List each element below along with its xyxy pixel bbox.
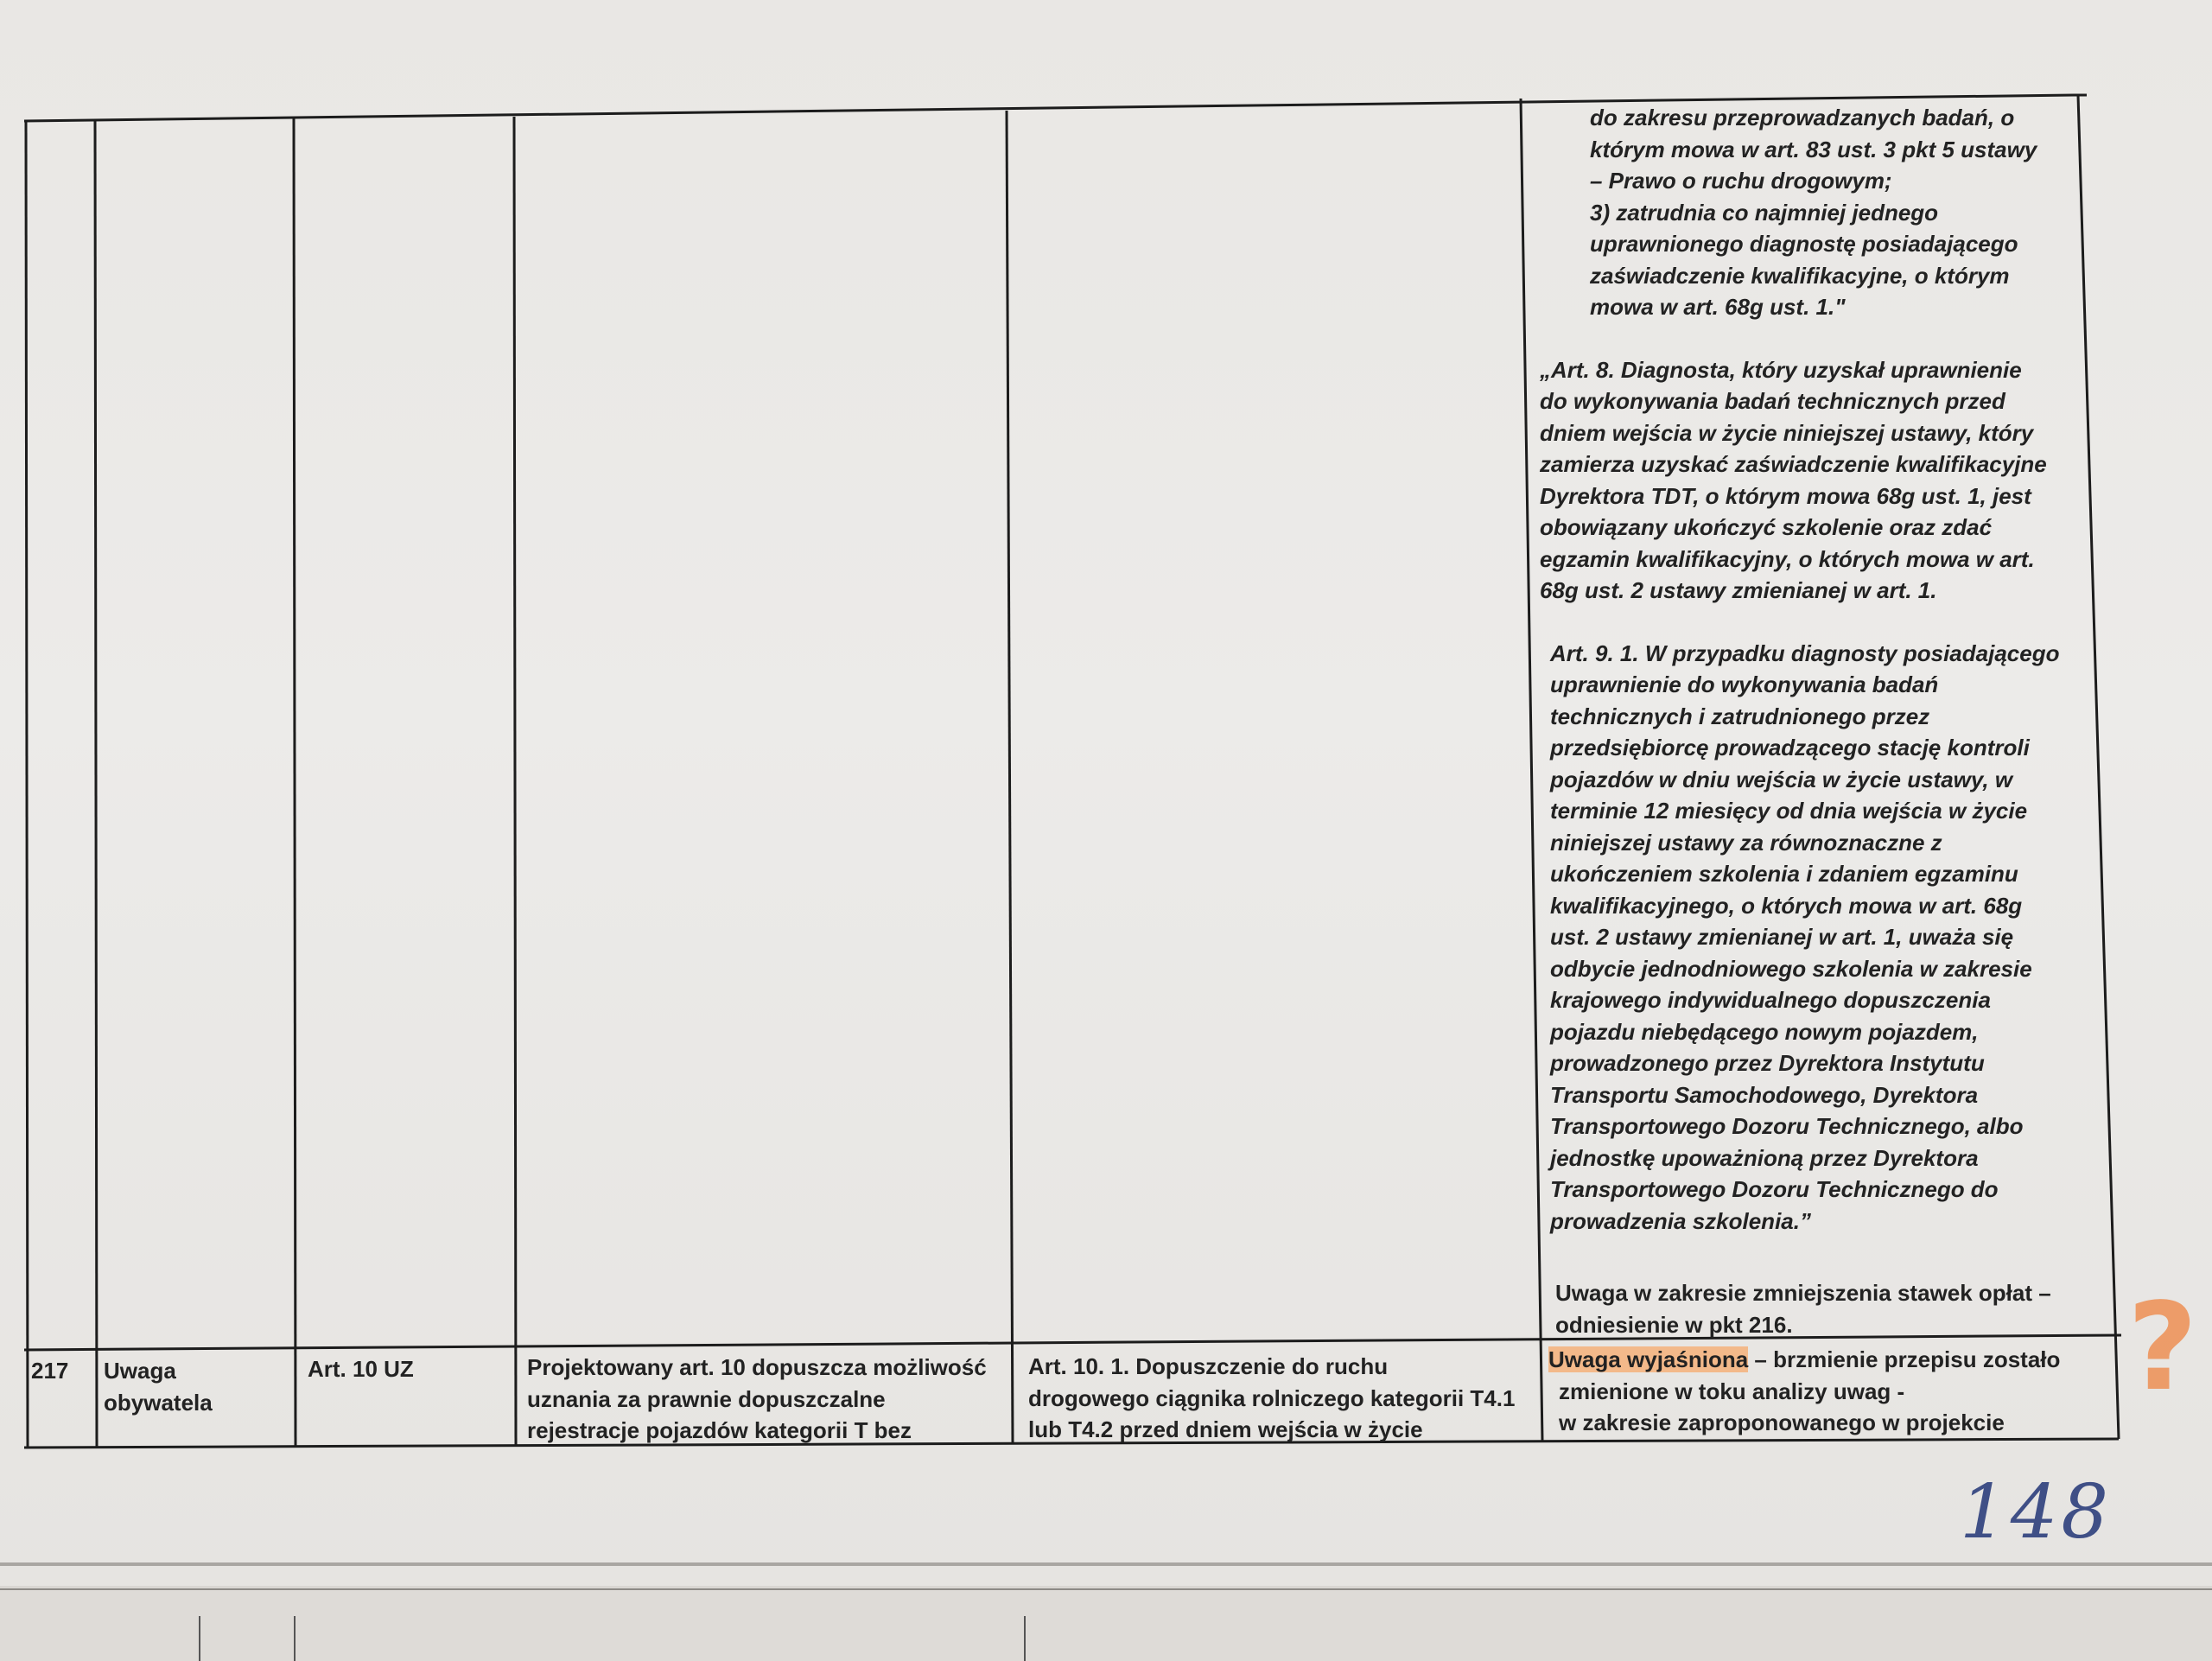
text-line: ukończeniem szkolenia i zdaniem egzaminu xyxy=(1550,861,2018,887)
text-line: Dyrektora TDT, o którym mowa 68g ust. 1, jest xyxy=(1540,482,2031,509)
text-line: uprawnionego diagnostę posiadającego xyxy=(1590,231,2018,257)
text-line: krajowego indywidualnego dopuszczenia xyxy=(1550,987,1991,1013)
text-line: mowa w art. 68g ust. 1." xyxy=(1590,294,1846,320)
text-line: zamierza uzyskać zaświadczenie kwalifikacyjne xyxy=(1540,451,2047,477)
text-line: rejestracje pojazdów kategorii T bez xyxy=(527,1417,912,1443)
text-line: technicznych i zatrudnionego przez xyxy=(1550,703,1930,729)
text-line: drogowego ciągnika rolniczego kategorii T4.1 xyxy=(1028,1384,1516,1411)
text-line: ust. 2 ustawy zmienianej w art. 1, uważa się xyxy=(1550,924,2014,950)
text-line: obowiązany ukończyć szkolenie oraz zdać xyxy=(1540,514,1993,540)
response-content xyxy=(1548,1344,2110,1439)
page-edge xyxy=(0,1562,2212,1566)
text-line: zmienione w toku analizy uwag - xyxy=(1559,1378,1905,1404)
proposed-wording xyxy=(1028,1351,1529,1446)
text-line: kwalifikacyjnego, o których mowa w art. 68g xyxy=(1550,892,2023,919)
text-line: do wykonywania badań technicznych przed xyxy=(1540,388,2005,414)
text-line: Art. 10. 1. Dopuszczenie do ruchu xyxy=(1028,1353,1389,1379)
text-line: „Art. 8. Diagnosta, który uzyskał uprawnienie xyxy=(1540,356,2022,383)
text-line: Projektowany art. 10 dopuszcza możliwość xyxy=(527,1354,987,1380)
text-fragment: – brzmienie przepisu zostało xyxy=(1748,1346,2061,1372)
text-line: 3) zatrudnia co najmniej jednego xyxy=(1590,199,1939,226)
text-line: dniem wejścia w życie niniejszej ustawy, który xyxy=(1540,419,2034,446)
handwritten-question-mark: ? xyxy=(2127,1277,2198,1418)
text-line: Transportowego Dozoru Technicznego do xyxy=(1550,1176,1999,1202)
text-line: 68g ust. 2 ustawy zmienianej w art. 1. xyxy=(1540,577,1937,603)
text-line: którym mowa w art. 83 ust. 3 pkt 5 ustawy xyxy=(1590,136,2037,162)
handwritten-page-number: 148 xyxy=(1960,1469,2113,1556)
text-line: pojazdu niebędącego nowym pojazdem, xyxy=(1550,1018,1979,1045)
response-note xyxy=(1555,1277,2108,1340)
comment-type xyxy=(104,1355,285,1418)
text-line: – Prawo o ruchu drogowym; xyxy=(1590,168,1892,194)
text-line: obywatela xyxy=(104,1389,213,1416)
text-line: uznania za prawnie dopuszczalne xyxy=(527,1385,886,1412)
text-line: lub T4.2 przed dniem wejścia w życie xyxy=(1028,1416,1423,1442)
text-line: odbycie jednodniowego szkolenia w zakresie xyxy=(1550,955,2032,982)
text-line: przedsiębiorcę prowadzącego stację kontroli xyxy=(1550,735,2030,760)
text-line: terminie 12 miesięcy od dnia wejścia w życie xyxy=(1550,798,2028,824)
provision-text xyxy=(1540,102,2101,1237)
text-line: Uwaga xyxy=(104,1358,176,1384)
text-line: zaświadczenie kwalifikacyjne, o którym xyxy=(1590,262,2010,289)
status-highlight: Uwaga wyjaśniona xyxy=(1548,1346,1749,1372)
text-line: w zakresie zaproponowanego w projekcie xyxy=(1559,1410,2005,1435)
text-line: Transportu Samochodowego, Dyrektora xyxy=(1550,1081,1979,1108)
text-line: Uwaga w zakresie zmniejszenia stawek opłat – xyxy=(1555,1280,2051,1306)
text-line: Transportowego Dozoru Technicznego, albo xyxy=(1550,1113,2024,1139)
comment-content xyxy=(527,1352,1011,1447)
text-line: egzamin kwalifikacyjny, o których mowa w art. xyxy=(1540,545,2035,572)
text-line xyxy=(1548,1344,2110,1376)
text-line: niniejszej ustawy za równoznaczne z xyxy=(1550,829,1942,856)
text-line: prowadzonego przez Dyrektora Instytutu xyxy=(1550,1050,1985,1076)
text-line: Art. 9. 1. W przypadku diagnosty posiadającego xyxy=(1550,640,2060,666)
text-line: jednostkę upoważnioną przez Dyrektora xyxy=(1550,1144,1979,1171)
article-reference: Art. 10 UZ xyxy=(308,1356,414,1382)
row-number: 217 xyxy=(31,1358,69,1384)
underlying-page xyxy=(0,1588,2212,1661)
text-line: prowadzenia szkolenia.” xyxy=(1550,1207,1811,1234)
text-line: uprawnienie do wykonywania badań xyxy=(1550,671,1939,697)
text-line: odniesienie w pkt 216. xyxy=(1555,1311,1793,1338)
text-line: pojazdów w dniu wejścia w życie ustawy, w xyxy=(1550,766,2013,792)
text-line: do zakresu przeprowadzanych badań, o xyxy=(1590,105,2015,130)
